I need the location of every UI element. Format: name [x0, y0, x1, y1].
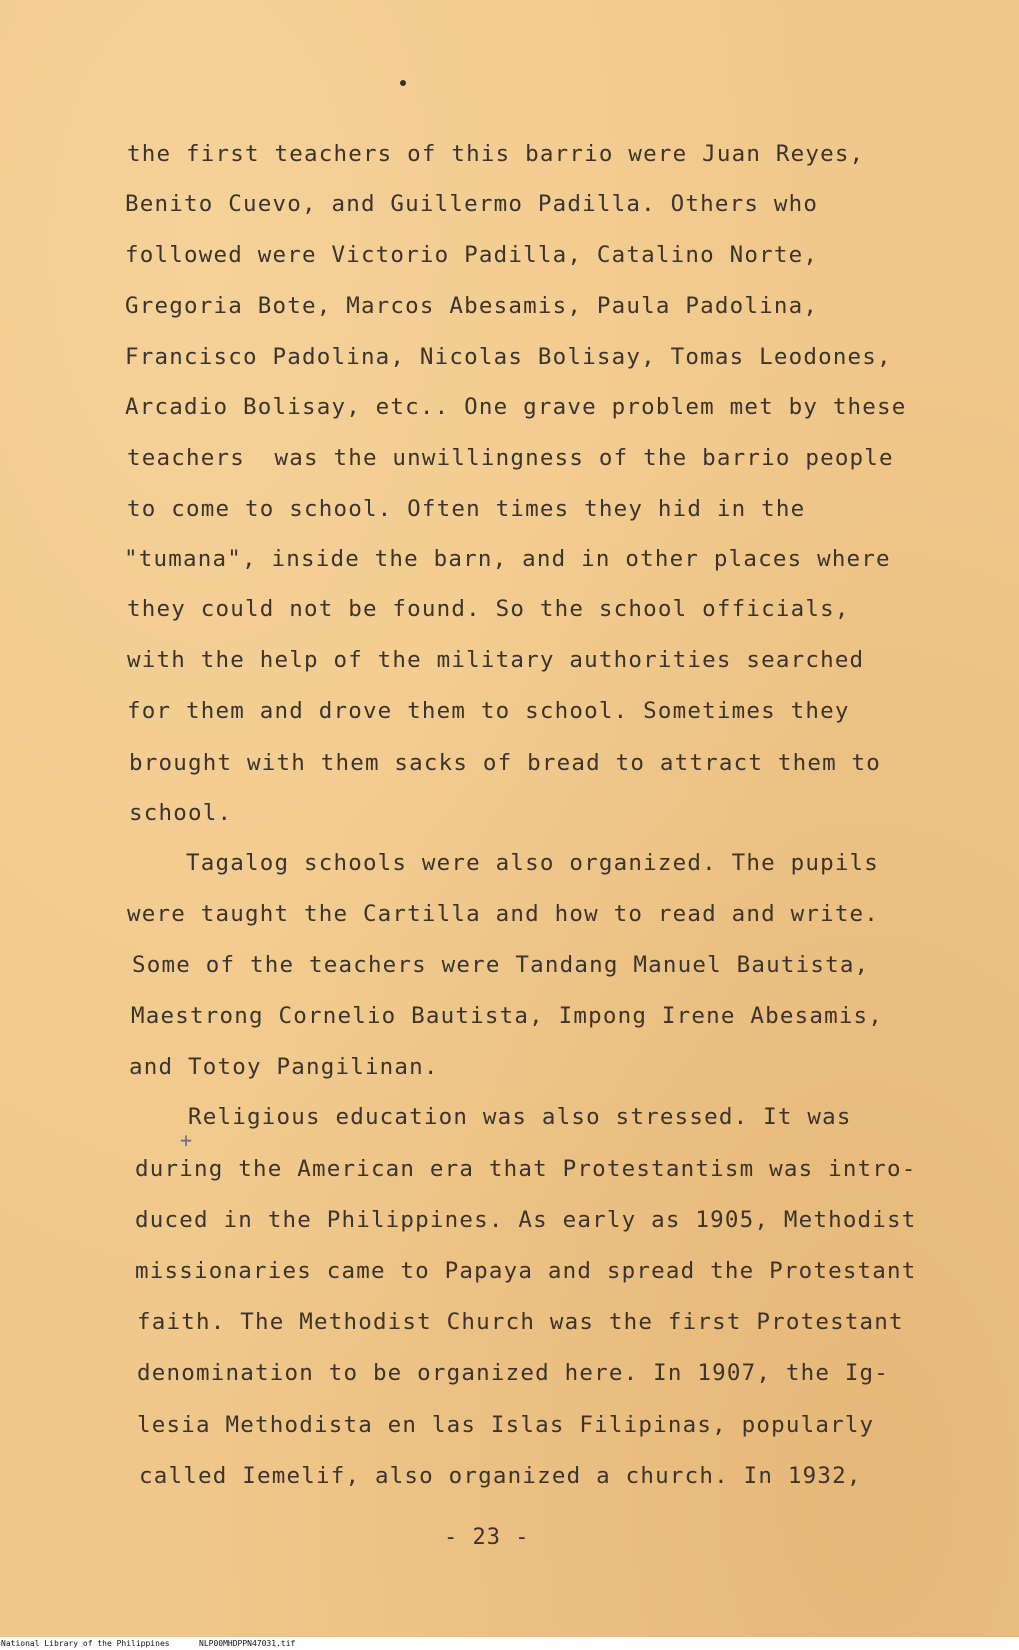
text-line: Tagalog schools were also organized. The pupils	[127, 850, 880, 876]
text-line: Benito Cuevo, and Guillermo Padilla. Others who	[125, 191, 819, 217]
text-line: Maestrong Cornelio Bautista, Impong Irene Abesamis,	[131, 1003, 884, 1029]
text-line: duced in the Philippines. As early as 1905, Methodist	[135, 1207, 917, 1233]
file-id: NLP00MHDPPN47031.tif	[199, 1639, 296, 1648]
text-line: the first teachers of this barrio were Juan Reyes,	[127, 141, 865, 167]
page-number: - 23 -	[444, 1525, 530, 1550]
text-line: they could not be found. So the school officials,	[127, 596, 850, 622]
text-line: denomination to be organized here. In 1907, the Ig-	[137, 1360, 890, 1386]
text-line: school.	[129, 800, 233, 826]
text-line: Arcadio Bolisay, etc.. One grave problem met by these	[125, 394, 907, 420]
text-line: Some of the teachers were Tandang Manuel Bautista,	[132, 952, 870, 978]
text-line: missionaries came to Papaya and spread the Protestant	[135, 1258, 917, 1284]
text-line: lesia Methodista en las Islas Filipinas, popularly	[137, 1412, 875, 1438]
text-line: Gregoria Bote, Marcos Abesamis, Paula Padolina,	[125, 293, 819, 319]
text-line: called Iemelif, also organized a church. In 1932,	[139, 1463, 862, 1489]
text-line: teachers was the unwillingness of the barrio people	[127, 445, 894, 471]
text-line: and Totoy Pangilinan.	[129, 1054, 439, 1080]
text-line: during the American era that Protestantism was intro-	[135, 1156, 917, 1182]
library-credit: National Library of the Philippines	[1, 1639, 170, 1648]
text-line: faith. The Methodist Church was the first Protestant	[137, 1309, 904, 1335]
text-line: were taught the Cartilla and how to read and write.	[127, 901, 880, 927]
text-line: brought with them sacks of bread to attract them to	[129, 750, 882, 776]
text-line: for them and drove them to school. Sometimes they	[127, 698, 850, 724]
text-line: "tumana", inside the barn, and in other places where	[124, 546, 891, 572]
text-line: with the help of the military authorities searched	[127, 647, 865, 673]
text-line: Francisco Padolina, Nicolas Bolisay, Tomas Leodones,	[125, 344, 892, 370]
text-line: to come to school. Often times they hid in the	[127, 496, 806, 522]
margin-pencil-mark: +	[180, 1128, 193, 1152]
text-line: Religious education was also stressed. It was	[129, 1104, 852, 1130]
text-line: followed were Victorio Padilla, Catalino Norte,	[125, 242, 819, 268]
